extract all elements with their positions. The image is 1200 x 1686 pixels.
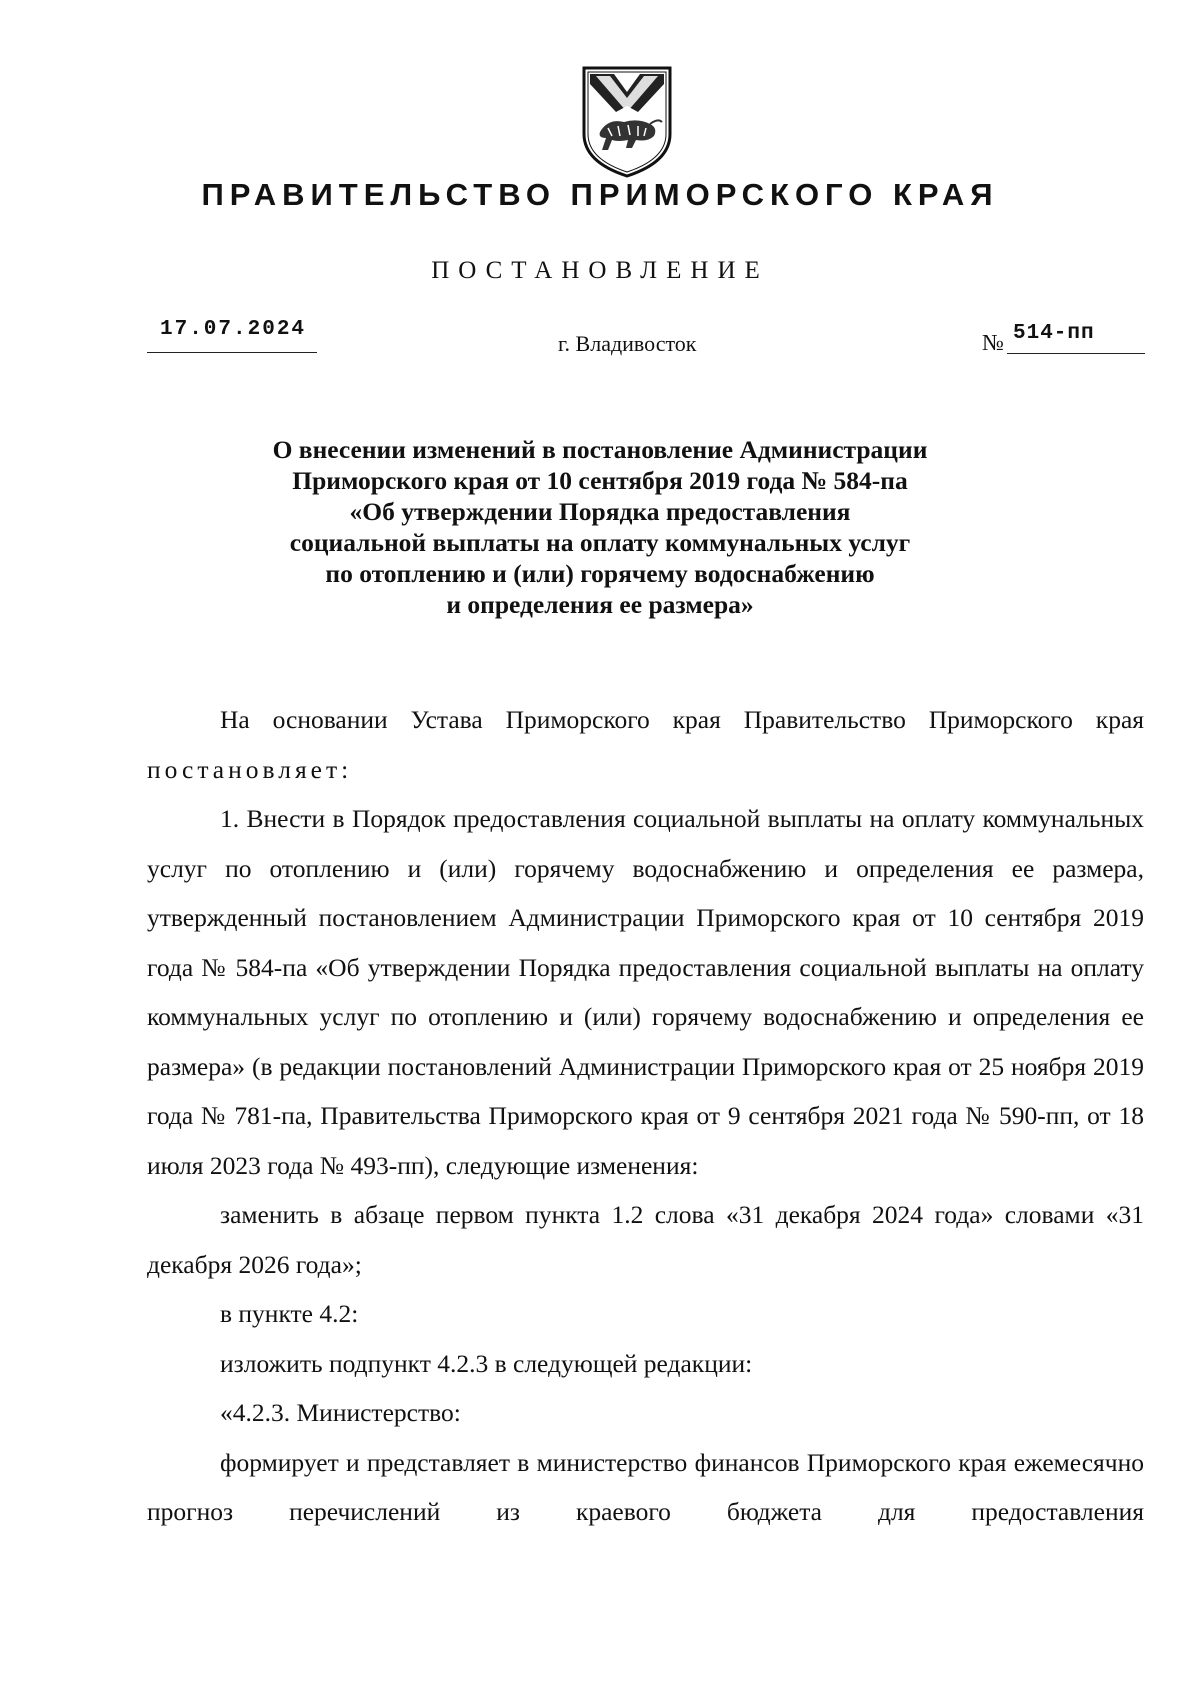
decree-date: 17.07.2024 [160,318,307,341]
coat-of-arms-emblem [578,62,676,180]
document-type: ПОСТАНОВЛЕНИЕ [431,257,769,284]
paragraph-ministry-duties: формирует и представляет в министерство финансов Приморского края ежемесячно прогноз перечислений из краевого бюджета для предоставления [147,1447,1144,1526]
title-line: «Об утверждении Порядка предоставления [349,497,851,526]
title-line: социальной выплаты на оплату коммунальных услуг [289,528,911,557]
paragraph-point-4-2: в пункте 4.2: [220,1299,359,1328]
paragraph-preamble [147,695,1144,794]
paragraph-replace: заменить в абзаце первом пункта 1.2 слова «31 декабря 2024 года» словами «31 декабря 2026 года»; [147,1200,1144,1279]
government-title: ПРАВИТЕЛЬСТВО ПРИМОРСКОГО КРАЯ [201,177,999,212]
paragraph-item-1: 1. Внести в Порядок предоставления социальной выплаты на оплату коммунальных услуг по отоплению и (или) горячему водоснабжению и определения ее размера, утвержденный постановлением Администрации Приморского края от 10 сентября 2019 года № 584-па «Об утверждении Порядка предоставления социальной выплаты на оплату коммунальных услуг по отоплению и (или) горячему водоснабжению и определения ее размера» (в редакции постановлений Администрации Приморского края от 25 ноября 2019 года № 781-па, Правительства Приморского края от 9 сентября 2021 года № 590-пп, от 18 июля 2023 года № 493-пп), следующие изменения: [147,804,1144,1180]
number-sign: № [982,330,1004,355]
date-underline [147,352,317,353]
paragraph-subpoint-4-2-3: «4.2.3. Министерство: [220,1398,461,1427]
paragraph-subpoint-intro: изложить подпункт 4.2.3 в следующей редакции: [220,1348,753,1378]
number-underline [1007,353,1145,354]
preamble-text: На основании Устава Приморского края Правительство Приморского края [220,705,1144,734]
decree-city: г. Владивосток [558,331,697,356]
title-line: и определения ее размера» [446,590,754,619]
title-line: О внесении изменений в постановление Администрации [272,435,928,464]
decree-number: 514-пп [1013,322,1095,345]
title-line: Приморского края от 10 сентября 2019 года № 584-па [292,466,908,495]
title-line: по отоплению и (или) горячему водоснабжению [325,559,875,588]
decree-title [200,434,1000,620]
decree-body [147,695,1144,1537]
preamble-resolves: постановляет: [147,754,353,784]
